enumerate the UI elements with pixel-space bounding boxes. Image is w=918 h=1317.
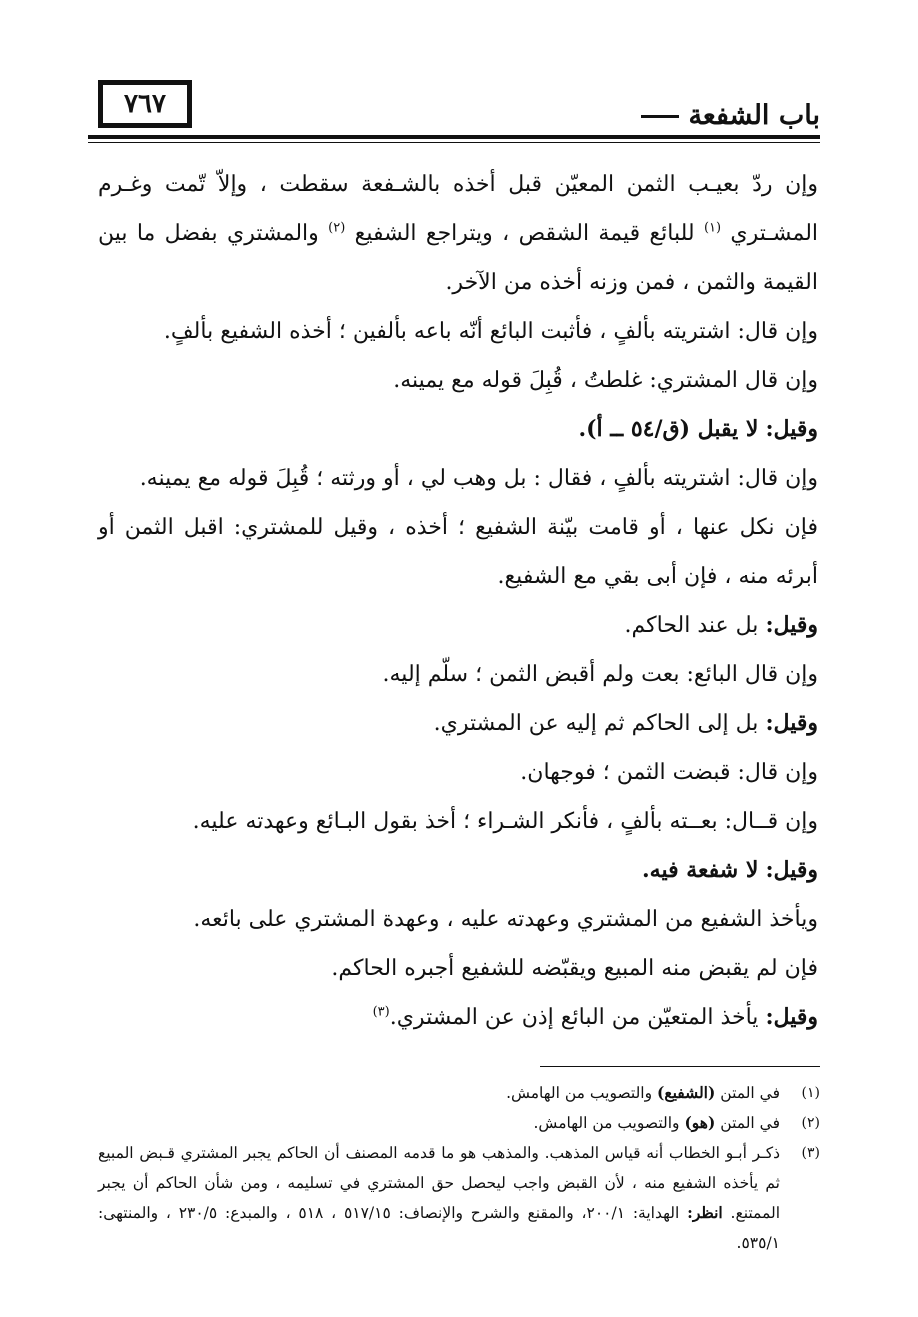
footnote-text: والتصويب من الهامش. [533, 1114, 680, 1132]
footnote-number: (١) [801, 1085, 820, 1101]
lead-word: وقيل: [765, 612, 818, 638]
paragraph-text: فإن نكل عنها ، أو قامت بيّنة الشفيع ؛ أخذه ، وقيل للمشتري: اقبل الثمن أو أبرئه منه ، فإن أبى بقي مع الشفيع. [98, 515, 818, 589]
paragraph-text: وإن قال: قبضت الثمن ؛ فوجهان. [520, 760, 818, 785]
page-header [88, 78, 820, 148]
footnote-text: في المتن [720, 1084, 780, 1102]
footnote-item [98, 1138, 820, 1258]
footnote-ref: (٢) [328, 220, 346, 236]
footnote-bold: انظر: [687, 1203, 723, 1222]
paragraph [98, 454, 818, 503]
footnote-text: في المتن [720, 1114, 780, 1132]
footnote-bold: (الشفيع) [657, 1083, 716, 1102]
paragraph [98, 846, 818, 895]
lead-word: وقيل: [765, 710, 818, 736]
paragraph [98, 699, 818, 748]
paragraph-text: بل عند الحاكم. [624, 613, 759, 638]
lead-word: وقيل: [765, 857, 818, 883]
paragraph [98, 748, 818, 797]
footnote-text: ذكـر أبـو الخطاب أنه قياس المذهب. والمذهب هو ما قدمه المصنف أن الحاكم يجبر المشتري قـبض المبيع ثم يأخذه الشفيع منه ، لأن القبض واجب ليحصل حق المشتري في تسليمه ، ومن شأن الحاكم أن يجبر الممتنع. [98, 1144, 780, 1222]
paragraph-text: لا يقبل (ق/٥٤ ــ أ). [578, 416, 759, 442]
header-rule-thin [88, 142, 820, 143]
paragraph-text: وإن قال البائع: بعت ولم أقبض الثمن ؛ سلّم إليه. [382, 662, 818, 687]
paragraph-text: للبائع قيمة الشقص ، ويتراجع الشفيع [354, 221, 695, 246]
footnote-item [98, 1078, 820, 1108]
footnote-number: (٢) [801, 1115, 820, 1131]
paragraph [98, 993, 818, 1042]
footnote-text: الهداية: ٢٠٠/١، والمقنع والشرح والإنصاف: ٥١٧/١٥ ، ٥١٨ ، والمبدع: ٢٣٠/٥ ، والمنتهى: ٥٣٥/١. [98, 1204, 780, 1252]
paragraph-text: وإن قــال: بعــته بألفٍ ، فأنكر الشـراء ؛ أخذ بقول البـائع وعهدته عليه. [192, 809, 818, 834]
title-dash [641, 115, 679, 118]
paragraph [98, 895, 818, 944]
footnote-bold: (هو) [684, 1113, 716, 1132]
footnotes [98, 1078, 820, 1258]
header-rule-thick [88, 135, 820, 139]
paragraph [98, 405, 818, 454]
footnote-separator [540, 1066, 820, 1067]
paragraph [98, 601, 818, 650]
footnote-ref: (١) [703, 220, 722, 236]
paragraph [98, 797, 818, 846]
paragraph-text: والمشتري بفضل ما بين القيمة والثمن ، فمن وزنه أخذه من الآخر. [98, 221, 818, 295]
paragraph-text: وإن قال: اشتريته بألفٍ ، فأثبت البائع أنّه باعه بألفين ؛ أخذه الشفيع بألفٍ. [163, 319, 818, 344]
paragraph-text: وإن قال: اشتريته بألفٍ ، فقال : بل وهب لي ، أو ورثته ؛ قُبِلَ قوله مع يمينه. [139, 466, 818, 491]
lead-word: وقيل: [765, 416, 818, 442]
paragraph-text: بل إلى الحاكم ثم إليه عن المشتري. [433, 711, 759, 736]
paragraph-text: لا شفعة فيه. [641, 857, 759, 883]
paragraph-text: يأخذ المتعيّن من البائع إذن عن المشتري. [389, 1005, 759, 1030]
paragraph [98, 356, 818, 405]
chapter-title-text: باب الشفعة [688, 100, 820, 131]
footnote-ref: (٣) [372, 1004, 390, 1020]
footnote-number: (٣) [801, 1145, 820, 1161]
paragraph [98, 650, 818, 699]
body-text [98, 160, 818, 1042]
paragraph [98, 160, 818, 307]
paragraph-text: فإن لم يقبض منه المبيع ويقبّضه للشفيع أجبره الحاكم. [331, 956, 818, 981]
footnote-text: والتصويب من الهامش. [506, 1084, 653, 1102]
paragraph [98, 503, 818, 601]
paragraph-text: وإن ردّ بعيـب الثمن المعيّن قبل أخذه بالشـفعة سقطت ، وإلاّ تّمت وغـرم المشـتري [98, 172, 819, 246]
lead-word: وقيل: [765, 1004, 818, 1030]
paragraph [98, 944, 818, 993]
chapter-title [637, 100, 820, 131]
paragraph-text: وإن قال المشتري: غلطتُ ، قُبِلَ قوله مع يمينه. [393, 368, 818, 393]
page-number: ٧٦٧ [98, 80, 192, 128]
paragraph [98, 307, 818, 356]
paragraph-text: ويأخذ الشفيع من المشتري وعهدته عليه ، وعهدة المشتري على بائعه. [193, 907, 818, 932]
footnote-item [98, 1108, 820, 1138]
